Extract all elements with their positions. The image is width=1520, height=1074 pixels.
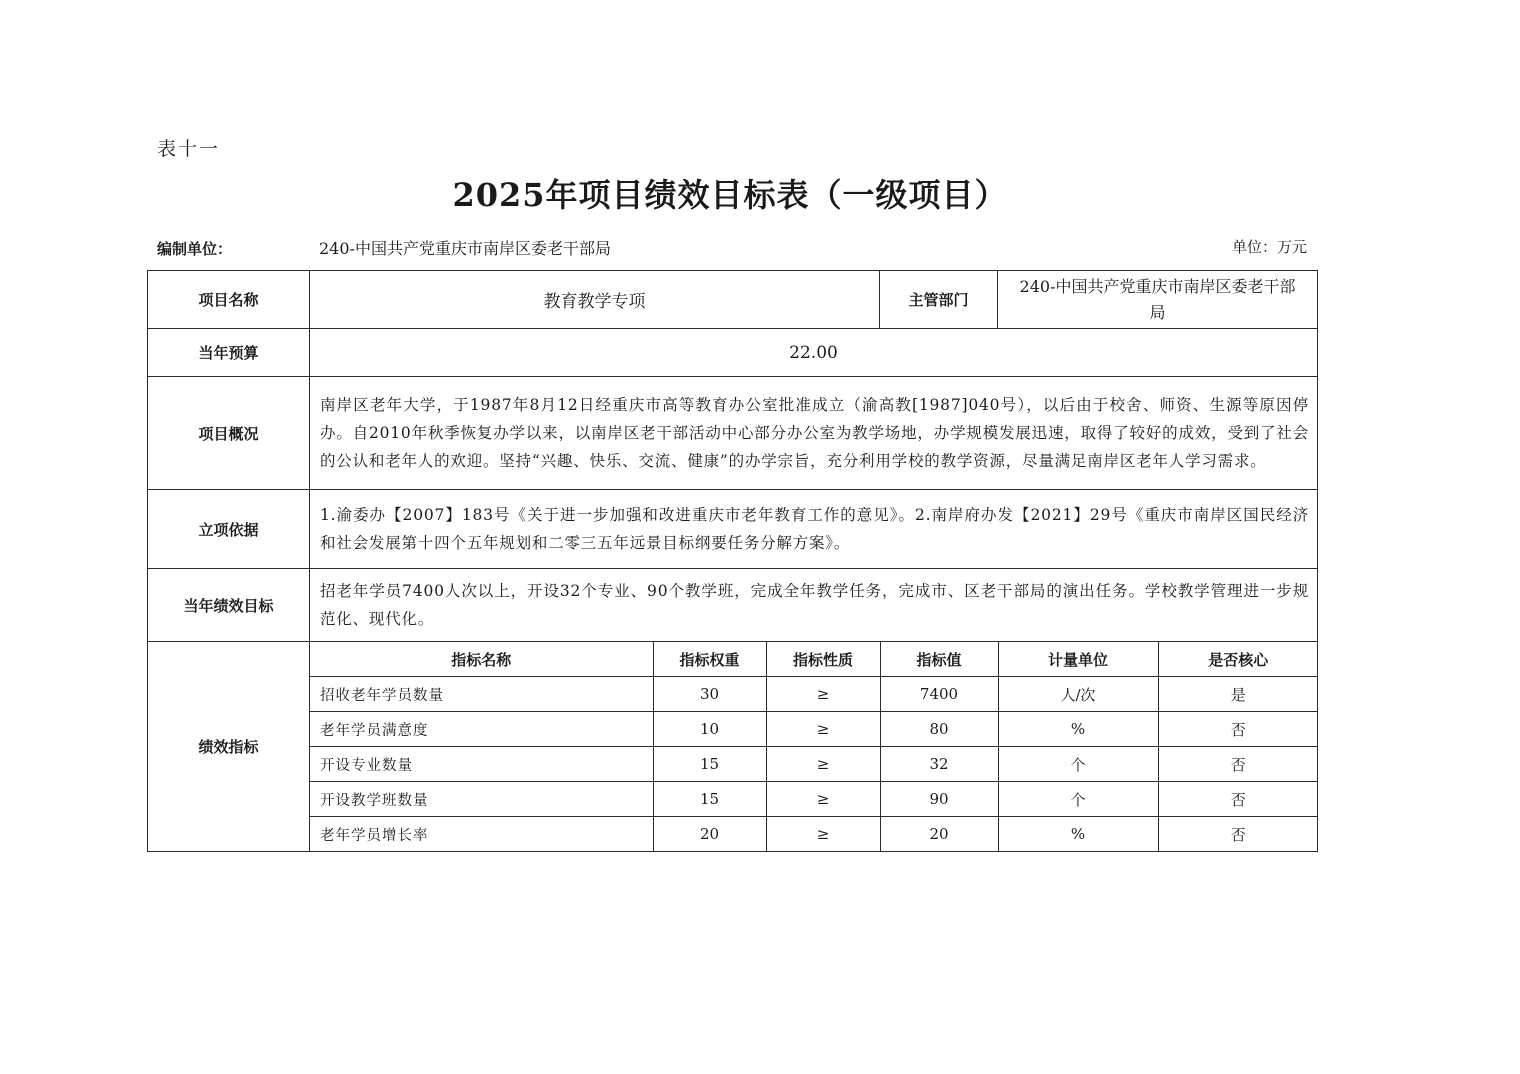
indicator-core: 否: [1158, 712, 1318, 747]
indicator-unit: 个: [998, 782, 1158, 817]
indicator-unit: %: [998, 712, 1158, 747]
header-unit: 计量单位: [998, 642, 1158, 677]
table-row: [310, 677, 1318, 712]
indicators-row: [148, 642, 1318, 852]
indicator-value: 80: [880, 712, 998, 747]
indicator-weight: 30: [653, 677, 766, 712]
indicator-weight: 10: [653, 712, 766, 747]
goal-value: 招老年学员7400人次以上，开设32个专业、90个教学班，完成全年教学任务，完成市、区老干部局的演出任务。学校教学管理进一步规范化、现代化。: [310, 569, 1318, 642]
org-value: 240-中国共产党重庆市南岸区委老干部局: [319, 239, 611, 258]
indicator-unit: %: [998, 817, 1158, 852]
indicators-label: 绩效指标: [148, 642, 310, 852]
unit-label: 单位：万元: [1231, 238, 1307, 256]
project-name-value: 教育教学专项: [310, 271, 880, 329]
indicator-value: 32: [880, 747, 998, 782]
indicator-name: 招收老年学员数量: [310, 677, 653, 712]
indicator-value: 7400: [880, 677, 998, 712]
table-row: [310, 782, 1318, 817]
indicators-table: [310, 642, 1318, 851]
indicators-header-row: [310, 642, 1318, 677]
budget-label: 当年预算: [148, 329, 310, 377]
basis-row: [148, 490, 1318, 569]
table-row: [310, 712, 1318, 747]
indicator-weight: 15: [653, 782, 766, 817]
indicator-unit: 个: [998, 747, 1158, 782]
indicator-nature: ≥: [766, 747, 880, 782]
performance-table: [147, 270, 1318, 852]
indicator-unit: 人/次: [998, 677, 1158, 712]
header-value: 指标值: [880, 642, 998, 677]
goal-row: [148, 569, 1318, 642]
overview-label: 项目概况: [148, 377, 310, 490]
page-title: 2025年项目绩效目标表（一级项目）: [452, 176, 1008, 214]
basis-value: 1.渝委办【2007】183号《关于进一步加强和改进重庆市老年教育工作的意见》。2.南岸府办发【2021】29号《重庆市南岸区国民经济和社会发展第十四个五年规划和二零三五年远景目标纲要任务分解方案》。: [310, 490, 1318, 569]
indicators-cell: [310, 642, 1318, 852]
header-weight: 指标权重: [653, 642, 766, 677]
indicator-nature: ≥: [766, 817, 880, 852]
table-label: 表十一: [157, 138, 221, 160]
header-core: 是否核心: [1158, 642, 1318, 677]
indicator-nature: ≥: [766, 677, 880, 712]
indicator-value: 20: [880, 817, 998, 852]
header-indicator-name: 指标名称: [451, 650, 512, 669]
header-nature: 指标性质: [766, 642, 880, 677]
indicator-name: 开设专业数量: [310, 747, 653, 782]
overview-value: 南岸区老年大学，于1987年8月12日经重庆市高等教育办公室批准成立（渝高教[1987]040号），以后由于校舍、师资、生源等原因停办。自2010年秋季恢复办学以来，以南岸区老干部活动中心部分办公室为教学场地，办学规模发展迅速，取得了较好的成效，受到了社会的公认和老年人的欢迎。坚持“兴趣、快乐、交流、健康”的办学宗旨，充分利用学校的教学资源，尽量满足南岸区老年人学习需求。: [310, 377, 1318, 490]
org-label: 编制单位：: [157, 240, 233, 258]
indicator-name: 老年学员增长率: [310, 817, 653, 852]
table-row: [310, 817, 1318, 852]
budget-row: [148, 329, 1318, 377]
budget-value: 22.00: [310, 329, 1318, 377]
project-name-label: 项目名称: [148, 271, 310, 329]
goal-label: 当年绩效目标: [148, 569, 310, 642]
indicator-core: 否: [1158, 747, 1318, 782]
overview-row: [148, 377, 1318, 490]
indicator-core: 否: [1158, 782, 1318, 817]
project-name-row: [148, 271, 1318, 329]
indicator-name: 开设教学班数量: [310, 782, 653, 817]
dept-value: 240-中国共产党重庆市南岸区委老干部局: [998, 271, 1318, 329]
indicator-value: 90: [880, 782, 998, 817]
indicator-nature: ≥: [766, 782, 880, 817]
indicator-weight: 15: [653, 747, 766, 782]
indicator-weight: 20: [653, 817, 766, 852]
basis-label: 立项依据: [148, 490, 310, 569]
indicator-core: 是: [1158, 677, 1318, 712]
indicator-name: 老年学员满意度: [310, 712, 653, 747]
indicator-nature: ≥: [766, 712, 880, 747]
dept-label: 主管部门: [880, 271, 998, 329]
meta-row: [157, 236, 1307, 260]
table-row: [310, 747, 1318, 782]
indicator-core: 否: [1158, 817, 1318, 852]
